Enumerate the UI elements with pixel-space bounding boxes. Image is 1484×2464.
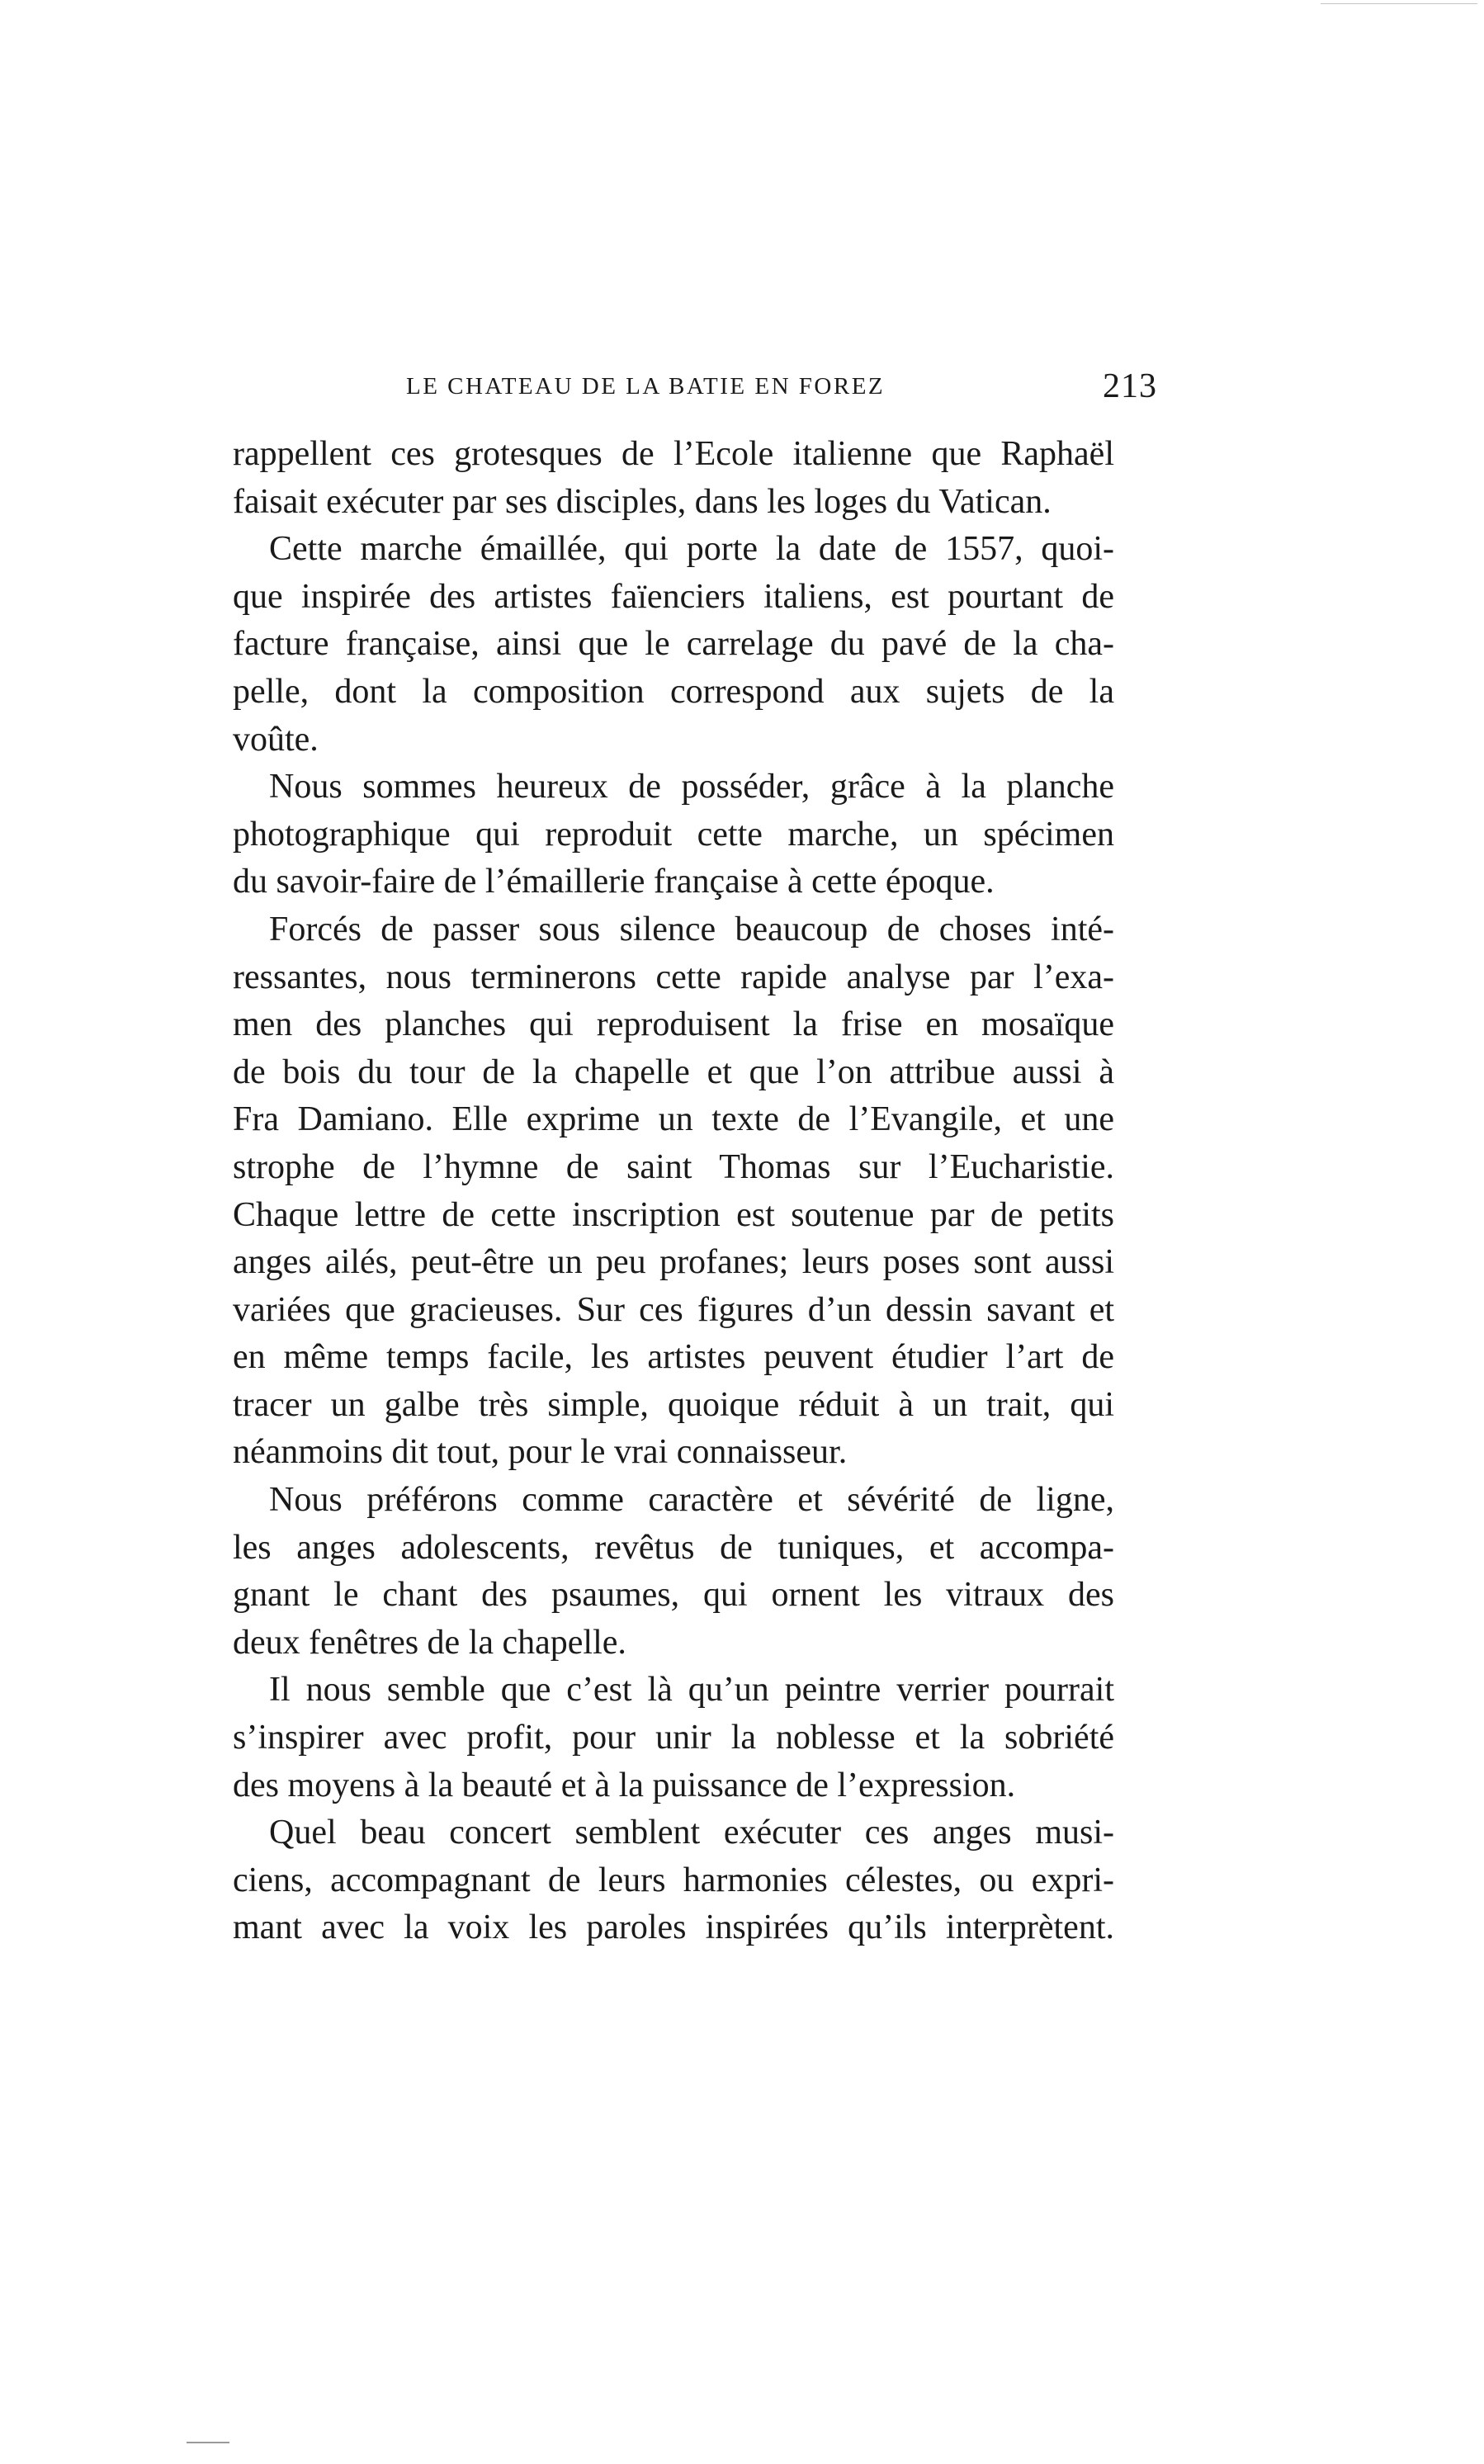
text-line: Chaque lettre de cette inscription est soutenue par de petits [233,1195,1114,1234]
running-title: LE CHATEAU DE LA BATIE EN FOREZ [406,373,886,400]
text-line: ciens, accompagnant de leurs harmonies célestes, ou expri- [233,1861,1114,1899]
text-line: deux fenêtres de la chapelle. [233,1623,626,1662]
text-line: Quel beau concert semblent exécuter ces anges musi- [269,1814,1114,1852]
top-edge-rule [1321,3,1477,4]
text-line: de bois du tour de la chapelle et que l’on attribue aussi à [233,1052,1114,1091]
text-line: anges ailés, peut-être un peu profanes; leurs poses sont aussi [233,1243,1114,1282]
text-line: rappellent ces grotesques de l’Ecole italienne que Raphaël [233,435,1114,473]
text-line: photographique qui reproduit cette marche, un spécimen [233,815,1114,854]
text-line: strophe de l’hymne de saint Thomas sur l’Eucharistie. [233,1147,1114,1186]
text-line: néanmoins dit tout, pour le vrai connaisseur. [233,1433,848,1472]
text-line: Fra Damiano. Elle exprime un texte de l’Evangile, et une [233,1100,1114,1139]
running-header [233,367,1157,416]
text-line: men des planches qui reproduisent la frise en mosaïque [233,1005,1114,1044]
text-line: Il nous semble que c’est là qu’un peintre verrier pourrait [269,1671,1114,1710]
text-line: Nous sommes heureux de posséder, grâce à la planche [269,768,1114,806]
text-line: Forcés de passer sous silence beaucoup de choses inté- [269,910,1114,948]
text-line: pelle, dont la composition correspond aux sujets de la [233,672,1114,711]
text-line: s’inspirer avec profit, pour unir la noblesse et la sobriété [233,1719,1114,1757]
text-line: ressantes, nous terminerons cette rapide analyse par l’exa- [233,958,1114,996]
text-line: voûte. [233,720,319,759]
page-number: 213 [1103,367,1157,405]
text-line: Nous préférons comme caractère et sévérité de ligne, [269,1481,1114,1520]
text-line: en même temps facile, les artistes peuvent étudier l’art de [233,1338,1114,1377]
text-line: les anges adolescents, revêtus de tuniques, et accompa- [233,1528,1114,1567]
text-line: Cette marche émaillée, qui porte la date de 1557, quoi- [269,530,1114,569]
bottom-margin-rule [187,2442,229,2443]
text-line: faisait exécuter par ses disciples, dans les loges du Vatican. [233,482,1052,521]
text-line: tracer un galbe très simple, quoique réduit à un trait, qui [233,1385,1114,1424]
text-line: facture française, ainsi que le carrelage du pavé de la cha- [233,625,1114,664]
body-text [233,431,1114,1952]
text-line: que inspirée des artistes faïenciers italiens, est pourtant de [233,577,1114,616]
text-line: gnant le chant des psaumes, qui ornent les vitraux des [233,1576,1114,1615]
text-line: des moyens à la beauté et à la puissance de l’expression. [233,1766,1016,1804]
text-line: mant avec la voix les paroles inspirées qu’ils interprètent. [233,1908,1114,1947]
text-line: du savoir-faire de l’émaillerie française à cette époque. [233,863,995,901]
text-line: variées que gracieuses. Sur ces figures d’un dessin savant et [233,1290,1114,1329]
